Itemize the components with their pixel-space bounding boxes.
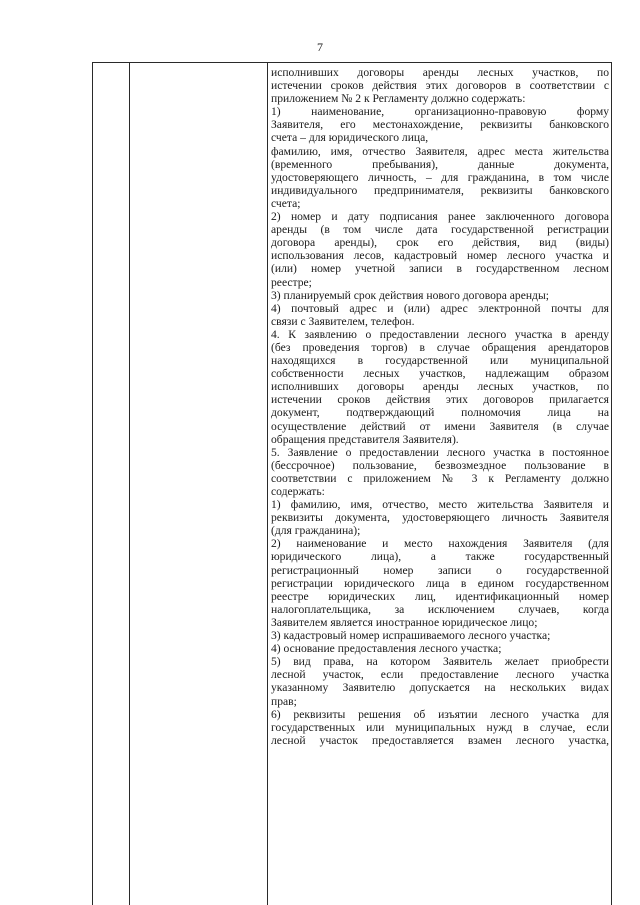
text-line: исполнивших договоры аренды лесных участков, по <box>271 66 609 79</box>
text-line: лесной участок, если предоставление лесного участка <box>271 668 609 682</box>
text-line: документ, подтверждающий полномочия лица на <box>271 406 609 420</box>
text-line: 1) наименование, организационно-правовую форму <box>271 105 609 119</box>
text-line: прав; <box>271 694 297 708</box>
text-line: 3) кадастровый номер испрашиваемого лесного участка; <box>271 629 551 643</box>
text-line: счета – для юридического лица, <box>271 131 429 145</box>
text-line: реестре; <box>271 275 312 289</box>
text-line: (или) номер учетной записи в государственном лесном <box>271 262 609 276</box>
text-line: налогоплательщика, за исключением случаев, когда <box>271 602 609 616</box>
text-line: обращения представителя Заявителя). <box>271 432 459 446</box>
text-line: (для гражданина); <box>271 524 361 538</box>
table-top-border <box>92 62 612 63</box>
text-line: индивидуального предпринимателя, реквизиты банковского <box>271 183 609 197</box>
text-line: 4) основание предоставления лесного участка; <box>271 642 502 656</box>
text-line: 3) планируемый срок действия нового договора аренды; <box>271 288 549 302</box>
text-line: содержать: <box>271 485 325 498</box>
table-column-border-middle <box>267 62 268 905</box>
text-line: счета; <box>271 196 301 210</box>
text-line: 5) вид права, на котором Заявитель желает приобрести <box>271 655 609 669</box>
text-line: удостоверяющего личность, – для гражданина, в том числе <box>271 170 609 184</box>
text-line: собственности лесных участков, надлежащим образом <box>271 367 609 381</box>
text-line: связи с Заявителем, телефон. <box>271 314 415 328</box>
text-line: исполнивших договоры аренды лесных участков, по <box>271 380 609 394</box>
table-column-border-right <box>611 62 612 905</box>
text-line: 4) почтовый адрес и (или) адрес электронной почты для <box>271 301 609 315</box>
text-line: юридического лица), а также государственный <box>271 550 609 564</box>
text-line: находящихся в государственной или муниципальной <box>271 354 609 368</box>
page-number: 7 <box>317 40 323 54</box>
text-line: реквизиты документа, удостоверяющего личность Заявителя <box>271 511 609 525</box>
text-line: регистрации юридического лица в едином государственном <box>271 576 609 590</box>
table-column-border-number <box>129 62 130 905</box>
text-line: аренды (в том числе дата государственной регистрации <box>271 223 609 237</box>
table-column-border-left <box>92 62 93 905</box>
text-line: Заявителя, его местонахождение, реквизиты банковского <box>271 118 609 132</box>
text-line: 2) номер и дату подписания ранее заключенного договора <box>271 210 609 224</box>
table-text-cell <box>271 66 609 747</box>
text-line: указанному Заявителю допускается на нескольких видах <box>271 681 609 695</box>
text-line: Заявителем является иностранное юридическое лицо; <box>271 615 538 629</box>
text-line: 5. Заявление о предоставлении лесного участка в постоянное <box>271 445 609 459</box>
text-line: 6) реквизиты решения об изъятии лесного участка для <box>271 707 609 721</box>
text-line: 2) наименование и место нахождения Заявителя (для <box>271 537 609 551</box>
text-line: реестре юридических лиц, идентификационный номер <box>271 589 609 603</box>
text-line: соответствии с приложением № 3 к Регламенту должно <box>271 471 609 485</box>
text-line: (бессрочное) пользование, безвозмездное пользование в <box>271 458 609 472</box>
text-line: (временного пребывания), данные документа, <box>271 157 609 171</box>
text-line: (без проведения торгов) в случае обращения арендаторов <box>271 340 609 354</box>
text-line: истечении сроков действия этих договоров в соответствии с <box>271 79 609 93</box>
text-line: истечении сроков действия этих договоров прилагается <box>271 393 609 407</box>
text-line: фамилию, имя, отчество Заявителя, адрес места жительства <box>271 144 609 158</box>
text-line: лесной участок предоставляется взамен лесного участка, <box>271 733 609 747</box>
text-line: 4. К заявлению о предоставлении лесного участка в аренду <box>271 327 609 341</box>
text-line: регистрационный номер записи о государственной <box>271 563 609 577</box>
text-line: приложением № 2 к Регламенту должно содержать: <box>271 92 526 106</box>
text-line: договора аренды), срок его действия, вид (виды) <box>271 236 609 250</box>
text-line: использования лесов, кадастровый номер лесного участка и <box>271 249 609 263</box>
text-line: государственных или муниципальных нужд в случае, если <box>271 720 609 734</box>
text-line: 1) фамилию, имя, отчество, место жительства Заявителя и <box>271 498 609 512</box>
text-line: осуществление действий от имени Заявителя (в случае <box>271 419 609 433</box>
